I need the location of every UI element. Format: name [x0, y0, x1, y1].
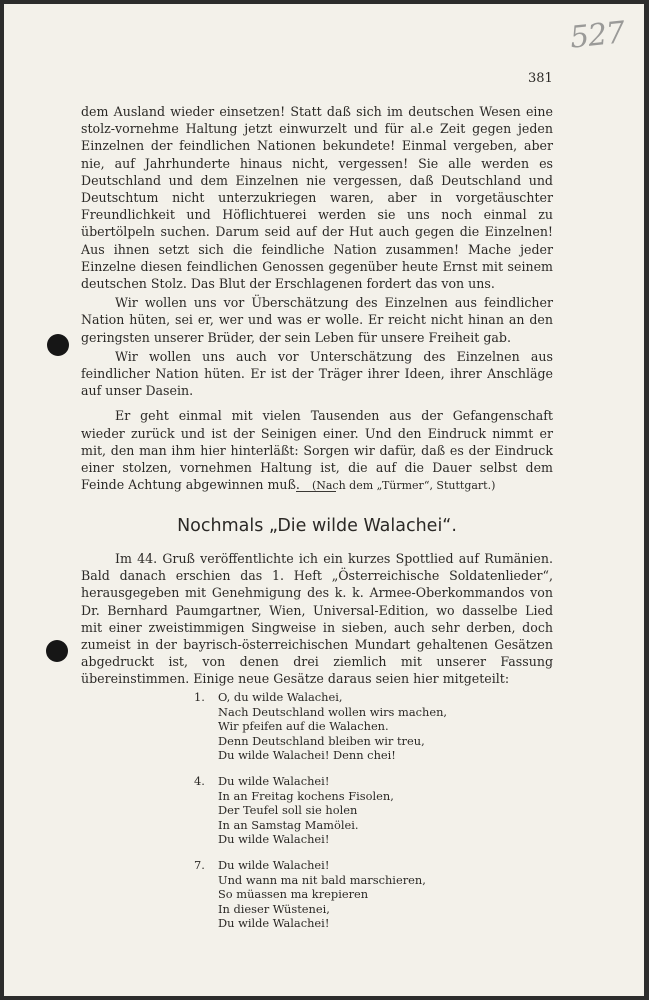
verse-line: Wir pfeifen auf die Walachen.	[218, 719, 389, 734]
stanza	[194, 858, 514, 931]
punch-hole	[47, 334, 69, 356]
stanza	[194, 690, 514, 763]
punch-hole	[46, 640, 68, 662]
verse-line: Du wilde Walachei! Denn chei!	[218, 748, 396, 763]
verse-line: Du wilde Walachei!	[218, 916, 330, 931]
verse-line: So müassen ma krepieren	[218, 887, 369, 902]
source-attribution: (Nach dem „Türmer“, Stuttgart.)	[311, 479, 496, 493]
paragraph	[81, 407, 553, 494]
verse-line: Du wilde Walachei!	[218, 832, 330, 847]
stanza-number: 7.	[194, 857, 205, 872]
article-body	[81, 103, 553, 496]
paragraph-text: Er geht einmal mit vielen Tausenden aus der Gefangenschaft wieder zurück und ist der Seinigen einer. Und den Eindruck nimmt er mit, den man ihm hier hinterläßt: Sorgen wir dafür, daß es der Eindruck einer stolzen, vornehmen Haltung ist, die auf die Dauer selbst dem Feinde Achtung abgewinnen muß.	[81, 408, 553, 493]
verse-line: O, du wilde Walachei,	[218, 690, 343, 704]
verse-line: In an Samstag Mamölei.	[218, 817, 359, 832]
verse-line: Du wilde Walachei!	[218, 773, 330, 788]
verse-line: Der Teufel soll sie holen	[218, 803, 358, 818]
paragraph: dem Ausland wieder einsetzen! Statt daß sich im deutschen Wesen eine stolz-vornehme Haltung jetzt einwurzelt und für al.e Zeit gegen jeden Einzelnen der feindlichen Nationen bekundete! Einmal vergeben, aber nie, auf Jahrhunderte hinaus nicht, vergessen! Sie alle werden es Deutschland und dem Einzelnen nie vergessen, daß Deutschland und Deutschtum nicht unterzukriegen waren, aber in vorgetäuschter Freundlichkeit und Höflichtuerei werden sie uns noch einmal zu übertölpeln suchen. Darum seid auf der Hut auch gegen die Einzelnen! Aus ihnen setzt sich die feindliche Nation zusammen! Mache jeder Einzelne diesen feindlichen Genossen gegenüber heute Ernst mit seinem deutschen Stolz. Das Blut der Erschlagenen fordert das von uns.	[81, 104, 553, 292]
verse-line: Nach Deutschland wollen wirs machen,	[218, 704, 448, 719]
paragraph: Wir wollen uns auch vor Unterschätzung des Einzelnen aus feindlicher Nation hüten. Er ist der Träger ihrer Ideen, ihrer Anschläge auf unser Dasein.	[81, 348, 553, 399]
section-intro	[81, 550, 553, 688]
page-number: 381	[528, 71, 553, 86]
verse-line: Du wilde Walachei!	[218, 857, 330, 872]
verse-line: Und wann ma nit bald marschieren,	[218, 872, 426, 887]
section-heading: Nochmals „Die wilde Walachei“.	[177, 516, 457, 536]
verse-line: Denn Deutschland bleiben wir treu,	[218, 733, 425, 748]
paragraph: Wir wollen uns vor Überschätzung des Einzelnen aus feindlicher Nation hüten, sei er, wer und was er wolle. Er reicht nicht hinan an den geringsten unserer Brüder, der sein Leben für unsere Freiheit gab.	[81, 295, 553, 345]
verse-line: In an Freitag kochens Fisolen,	[218, 788, 394, 803]
stanza-number: 4.	[194, 773, 205, 788]
stanza-number: 1.	[194, 690, 205, 704]
paragraph: Im 44. Gruß veröffentlichte ich ein kurzes Spottlied auf Rumänien. Bald danach erschien das 1. Heft „Österreichische Soldatenlieder“, herausgegeben mit Genehmigung des k. k. Armee-Oberkommandos von Dr. Bernhard Paumgartner, Wien, Universal-Edition, wo dasselbe Lied mit einer zweistimmigen Singweise in sieben, auch sehr derben, doch zumeist in der bayrisch-österreichischen Mundart gehaltenen Gesätzen abgedruckt ist, von denen drei ziemlich mit unserer Fassung übereinstimmen. Einige neue Gesätze daraus seien hier mitgeteilt:	[81, 551, 553, 687]
handwritten-page-mark: 527	[568, 15, 626, 56]
verse-line: In dieser Wüstenei,	[218, 901, 330, 916]
stanza	[194, 774, 514, 847]
section-divider	[296, 491, 336, 492]
song-stanzas	[194, 690, 514, 942]
document-page	[4, 4, 644, 996]
